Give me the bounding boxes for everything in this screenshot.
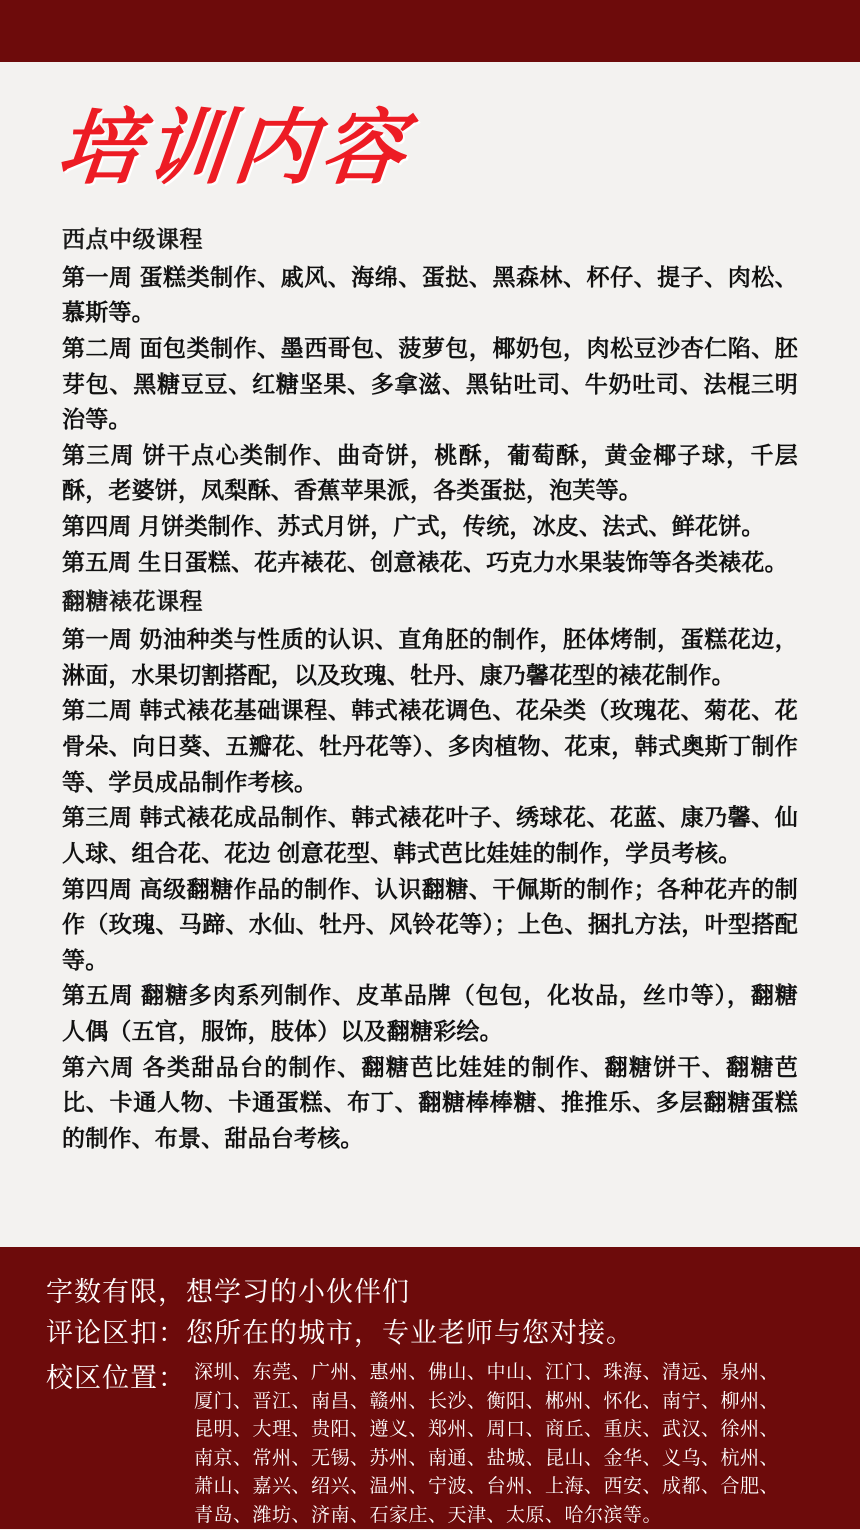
campus-list-line: 萧山、嘉兴、绍兴、温州、宁波、台州、上海、西安、成都、合肥、 xyxy=(194,1476,780,1498)
course-section-fondant-piping xyxy=(62,584,798,1156)
page-title: 培训内容 xyxy=(53,101,416,196)
section-heading: 翻糖裱花课程 xyxy=(62,588,203,615)
campus-label: 校区位置： xyxy=(46,1363,186,1394)
campus-list-line: 青岛、潍坊、济南、石家庄、天津、太原、哈尔滨等。 xyxy=(194,1504,663,1526)
section-heading: 西点中级课程 xyxy=(62,226,203,252)
campus-list-line: 厦门、晋江、南昌、赣州、长沙、衡阳、郴州、怀化、南宁、柳州、 xyxy=(194,1390,780,1412)
campus-list-line: 深圳、东莞、广州、惠州、佛山、中山、江门、珠海、清远、泉州、 xyxy=(194,1362,780,1384)
top-color-bar xyxy=(0,0,860,62)
course-section-western-pastry xyxy=(62,222,798,580)
course-content xyxy=(0,200,860,1247)
course-item: 第四周 月饼类制作、苏式月饼，广式，传统，冰皮、法式、鲜花饼。 xyxy=(62,513,765,540)
course-item: 第六周 各类甜品台的制作、翻糖芭比娃娃的制作、翻糖饼干、翻糖芭比、卡通人物、卡通蛋糕、布丁、翻糖棒棒糖、推推乐、多层翻糖蛋糕的制作、布景、甜品台考核。 xyxy=(62,1053,798,1152)
campus-list-line: 昆明、大理、贵阳、遵义、郑州、周口、商丘、重庆、武汉、徐州、 xyxy=(194,1419,780,1441)
course-item: 第四周 高级翻糖作品的制作、认识翻糖、干佩斯的制作；各种花卉的制作（玫瑰、马蹄、水仙、牡丹、风铃花等）；上色、捆扎方法，叶型搭配等。 xyxy=(62,875,798,973)
campus-location-row xyxy=(46,1359,814,1530)
footer-note: 字数有限，想学习的小伙伴们 xyxy=(46,1277,410,1307)
course-item: 第五周 翻糖多肉系列制作、皮革品牌（包包，化妆品，丝巾等），翻糖人偶（五官，服饰，肢体）以及翻糖彩绘。 xyxy=(62,982,798,1045)
course-item: 第三周 韩式裱花成品制作、韩式裱花叶子、绣球花、花蓝、康乃馨、仙人球、组合花、花边 创意花型、韩式芭比娃娃的制作，学员考核。 xyxy=(62,804,798,866)
course-item: 第一周 蛋糕类制作、戚风、海绵、蛋挞、黑森林、杯仔、提子、肉松、慕斯等。 xyxy=(62,263,798,326)
course-item: 第三周 饼干点心类制作、曲奇饼，桃酥，葡萄酥，黄金椰子球，千层酥，老婆饼，凤梨酥、香蕉苹果派，各类蛋挞，泡芙等。 xyxy=(62,441,798,504)
course-item: 第一周 奶油种类与性质的认识、直角胚的制作，胚体烤制，蛋糕花边，淋面，水果切割搭配，以及玫瑰、牡丹、康乃馨花型的裱花制作。 xyxy=(62,626,798,688)
footer-cta: 评论区扣：您所在的城市，专业老师与您对接。 xyxy=(46,1318,634,1349)
course-item: 第二周 韩式裱花基础课程、韩式裱花调色、花朵类（玫瑰花、菊花、花骨朵、向日葵、五瓣花、牡丹花等）、多肉植物、花束，韩式奥斯丁制作等、学员成品制作考核。 xyxy=(62,697,798,795)
title-area xyxy=(0,62,860,200)
campus-list xyxy=(194,1359,779,1530)
course-item: 第二周 面包类制作、墨西哥包、菠萝包，椰奶包，肉松豆沙杏仁陷、胚芽包、黑糖豆豆、红糖坚果、多拿滋、黑钻吐司、牛奶吐司、法棍三明治等。 xyxy=(62,334,798,433)
campus-list-line: 南京、常州、无锡、苏州、南通、盐城、昆山、金华、义乌、杭州、 xyxy=(194,1447,780,1469)
footer-contact-block xyxy=(0,1247,860,1529)
course-item: 第五周 生日蛋糕、花卉裱花、创意裱花、巧克力水果装饰等各类裱花。 xyxy=(62,548,788,575)
